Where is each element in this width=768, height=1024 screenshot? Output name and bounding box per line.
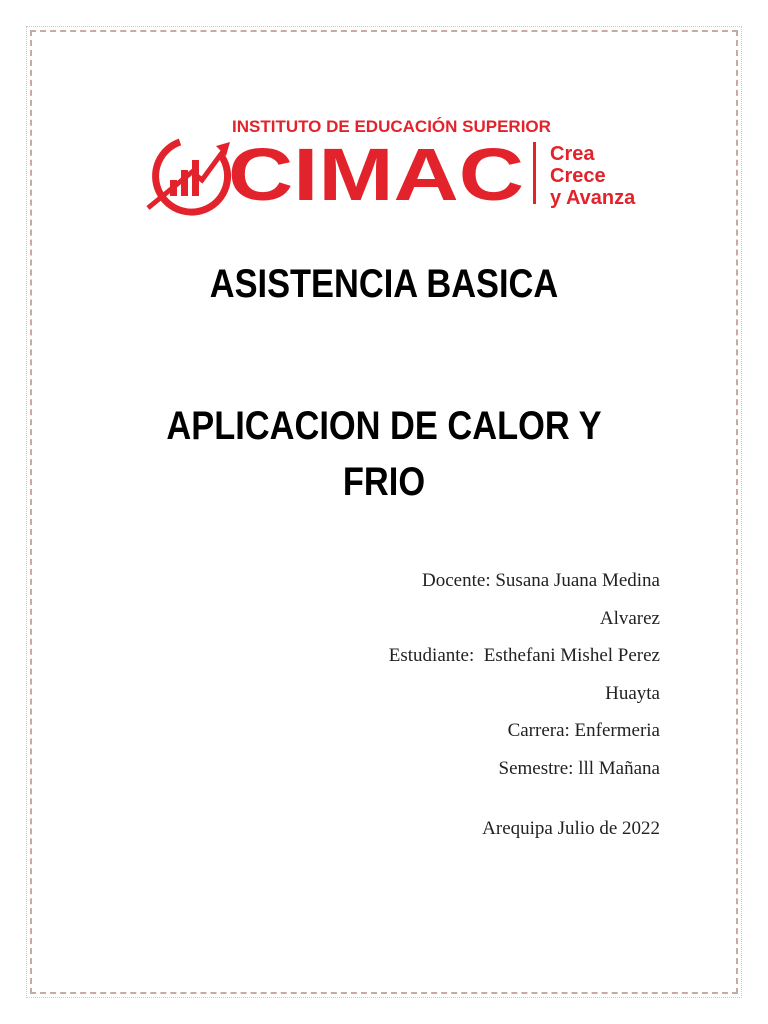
career-line: Carrera: Enfermeria xyxy=(507,720,660,741)
topic-title-line2: FRIO xyxy=(342,460,426,504)
logo-tagline-1: Crea xyxy=(550,143,595,165)
cimac-logo xyxy=(140,110,660,220)
place-date: Arequipa Julio de 2022 xyxy=(482,818,660,839)
student-info xyxy=(320,562,660,787)
logo-brand-text: CIMAC xyxy=(228,133,524,216)
teacher-line2: Alvarez xyxy=(599,607,660,629)
growth-chart-icon xyxy=(148,142,230,212)
course-title: ASISTENCIA BASICA xyxy=(209,262,559,306)
semester-line: Semestre: lll Mañana xyxy=(498,757,660,779)
student-line1: Estudiante: Esthefani Mishel Perez xyxy=(388,645,660,666)
student-line2: Huayta xyxy=(605,682,660,704)
topic-title-line1: APLICACION DE CALOR Y xyxy=(166,404,602,448)
teacher-line1: Docente: Susana Juana Medina xyxy=(422,570,660,591)
logo-tagline-2: Crece xyxy=(550,165,606,187)
logo-divider xyxy=(533,142,536,204)
logo-institution-text: INSTITUTO DE EDUCACIÓN SUPERIOR xyxy=(232,117,551,136)
logo-tagline-3: y Avanza xyxy=(550,187,636,209)
topic-title xyxy=(54,398,714,510)
